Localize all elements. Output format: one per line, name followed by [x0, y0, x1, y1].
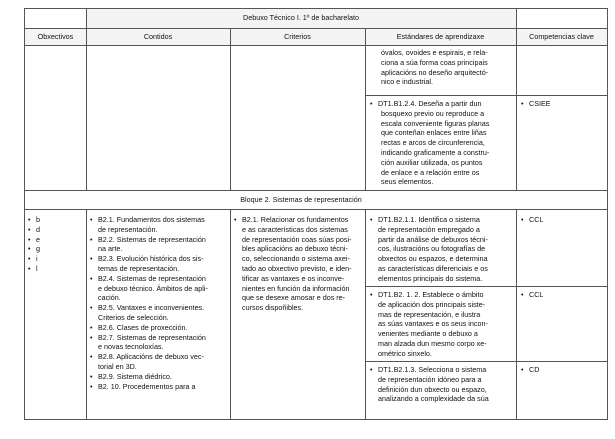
table-top-border [25, 8, 607, 9]
list-item: • B2.8. Aplicacións de debuxo vec- [90, 352, 204, 362]
competence-ccl: • CCL [521, 290, 544, 299]
col-divider [230, 28, 231, 190]
col-divider [365, 28, 366, 190]
standard-dt1-b1-2-4: • DT1.B1.2.4. Deseña a partir dun bosquexo previo ou reproduce a escala conveniente figuras planas que conteñan enlaces entre liñas rectas e arcos de circunferencia, indicando graficamente a constru- ción auxiliar utilizada, os puntos de enlace e a relación entre os seus elementos. [370, 99, 490, 187]
competence-cd: • CD [521, 365, 540, 374]
objectives-list [28, 215, 40, 274]
block-bottom-border [25, 209, 607, 210]
col-divider [516, 209, 517, 419]
list-item: • d [28, 224, 40, 234]
list-item: • i [28, 254, 38, 264]
standard-separator [365, 361, 607, 362]
competence-csiee: • CSIEE [521, 99, 551, 108]
list-item: • g [28, 244, 40, 254]
title-bottom-border [25, 28, 607, 29]
competence-ccl: • CCL [521, 215, 544, 224]
block-title: Bloque 2. Sistemas de representación [240, 195, 362, 204]
standard-dt1-b2-1-1: • DT1.B2.1.1. Identifica o sistema de representación empregado a partir da análise de debuxos técni- cos, ilustracións ou fotografías de obxectos ou espazos, e determina as características diferenciais e os elementos principais do sistema. [370, 215, 488, 283]
curriculum-table [24, 8, 608, 420]
header-contents: Contidos [143, 32, 173, 41]
list-item: • B2.6. Clases de proxección. [90, 322, 188, 332]
standard-separator [365, 286, 607, 287]
table-bottom-border [25, 419, 607, 420]
list-item: • B2.2. Sistemas de representación [90, 234, 206, 244]
contents-list: • B2.1. Fundamentos dos sistemas de representación. • B2.2. Sistemas de representación na arte. • B2.3. Evolución histórica dos sis- temas de representación. • B2.4. Sistemas de representación e debuxo técnico. Ámbitos de apli- cación. • B2.5. Vantaxes e inconvenientes. Criterios de selección. • B2.6. Clases de proxección. • B2.7. Sistemas de representación e novas tecnoloxías. • B2.8. Aplicacións de debuxo vec- torial en 3D. • B2.9. Sistema diédrico. • B2. 10. Procedementos para a [90, 215, 208, 391]
header-competences: Competencias clave [529, 32, 594, 41]
list-item: • e [28, 234, 40, 244]
col-divider [86, 209, 87, 419]
criteria-b2-1: • B2.1. Relacionar os fundamentos e as características dos sistemas de representación coas súas posi- bles aplicacións ao debuxo técni- co, seleccionando o sistema axei- tado ao obxectivo previsto, e iden- tificar as vantaxes e os inconve- nientes en función da información que se desexe amosar e dos re- cursos dispoñibles. [234, 215, 352, 313]
list-item: • B2.3. Evolución histórica dos sis- [90, 254, 204, 264]
list-item: • B2. 10. Procedementos para a [90, 381, 196, 391]
standard-separator [365, 95, 607, 96]
list-item: • l [28, 263, 38, 273]
header-criteria: Criterios [284, 32, 311, 41]
list-item: • B2.4. Sistemas de representación [90, 273, 206, 283]
col-divider [365, 209, 366, 419]
list-item: • B2.5. Vantaxes e inconvenientes. [90, 303, 205, 313]
header-objectives: Obxectivos [37, 32, 74, 41]
table-title: Debuxo Técnico I. 1º de bacharelato [243, 13, 359, 22]
standard-dt1-b2-1-2: • DT1.B2. 1. 2. Establece o ámbito de aplicación dos principais siste- mas de representación, e ilustra as súas vantaxes e os seus incon- venientes mediante o debuxo a man alzada dun mesmo corpo xe- ométrico sinxelo. [370, 290, 488, 358]
header-bottom-border [25, 45, 607, 46]
block-top-border [25, 190, 607, 191]
header-standards: Estándares de aprendizaxe [396, 32, 485, 41]
col-divider [230, 209, 231, 419]
list-item: • b [28, 215, 40, 224]
list-item: • B2.9. Sistema diédrico. [90, 371, 172, 381]
standard-continuation: óvalos, ovoides e espirais, e rela- ciona a súa forma coas principais aplicacións no deseño arquitectó- nico e industrial. [381, 48, 489, 87]
list-item: • B2.7. Sistemas de representación [90, 332, 206, 342]
list-item: • B2.1. Fundamentos dos sistemas [90, 215, 205, 224]
standard-dt1-b2-1-3: • DT1.B2.1.3. Selecciona o sistema de representación idóneo para a definición dun obxecto ou espazo, analizando a complexidade da súa [370, 365, 489, 404]
